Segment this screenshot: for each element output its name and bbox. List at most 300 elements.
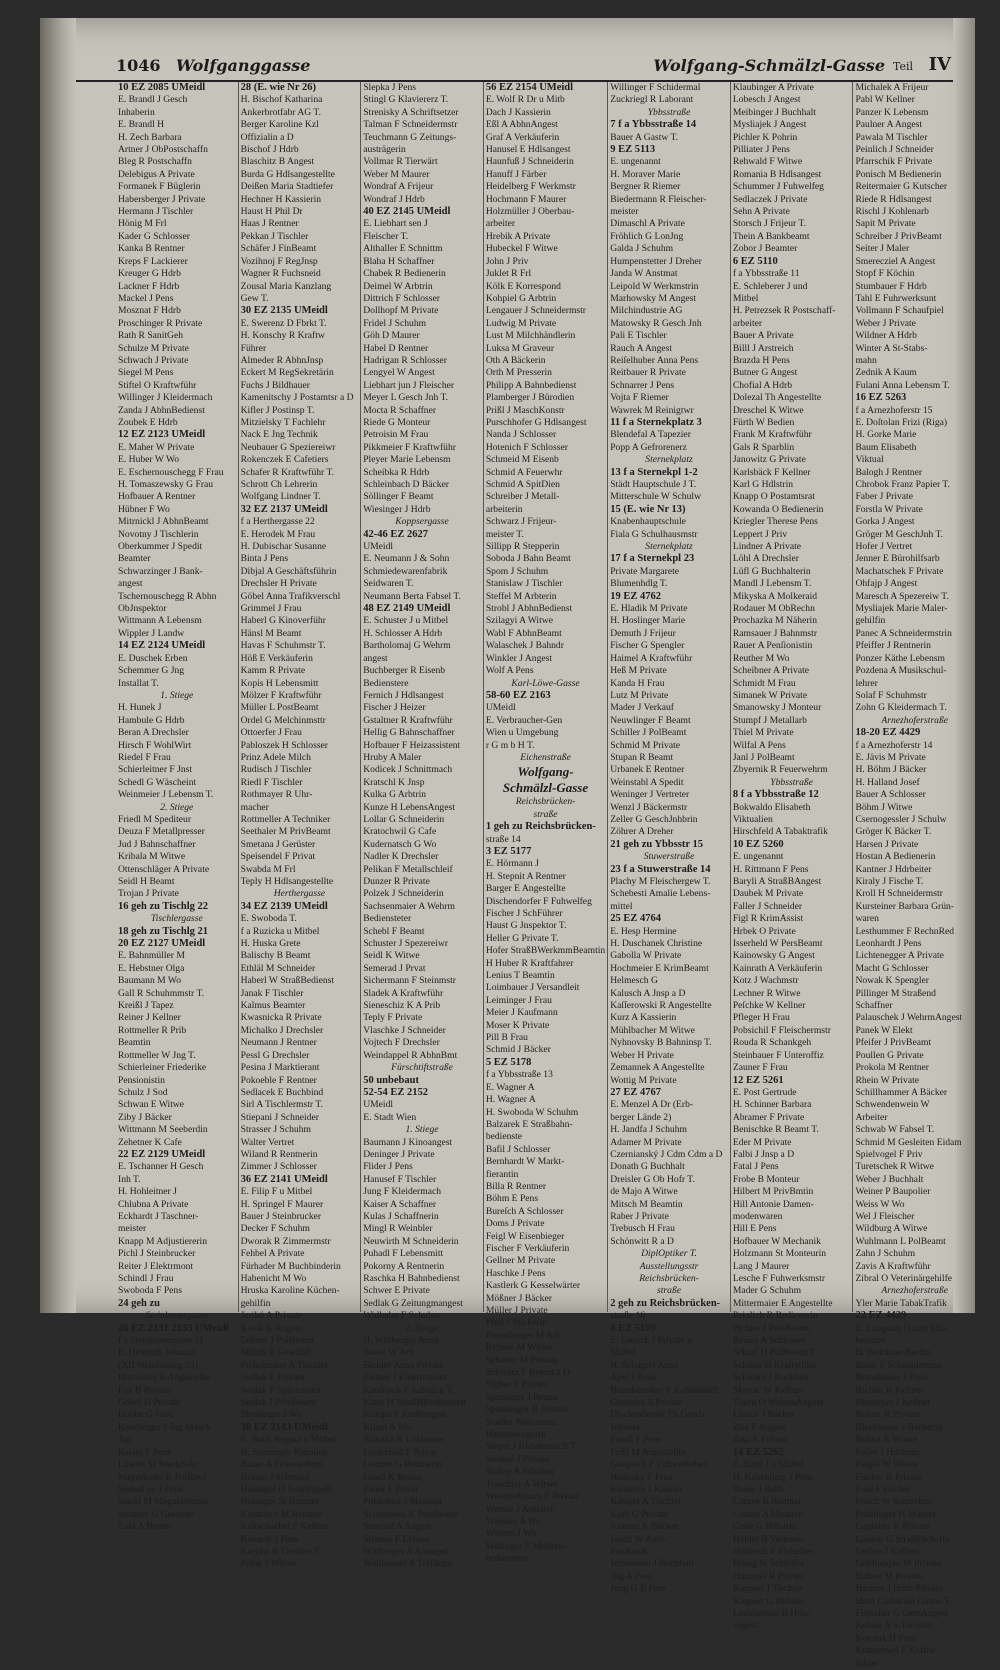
resident-entry: Ludwig M Private <box>485 317 557 329</box>
resident-entry: Karlsbäck F Kellner <box>732 466 811 478</box>
resident-entry: E. Maher W Private <box>118 441 195 453</box>
resident-entry: Lang J Maurer <box>732 1260 790 1272</box>
house-number-entry: 22 EZ 2129 UMeidl <box>118 1148 206 1160</box>
resident-entry: Pill B Frau <box>485 1032 528 1044</box>
house-number-entry: 36 EZ 2141 UMeidl <box>240 1173 328 1185</box>
resident-entry: Dolezal Th Angestellte <box>732 392 822 404</box>
resident-entry: Loimbauer J Versandleit <box>485 982 580 994</box>
resident-entry: Kasiger A Tischler <box>610 1496 682 1508</box>
resident-entry: Prißl J MaschKonstr <box>485 404 565 416</box>
resident-entry: Billa R Rentner <box>485 1180 547 1192</box>
resident-entry: Pillinger M Straßend <box>855 987 936 999</box>
resident-entry: Grimmel J Frau <box>240 603 302 615</box>
resident-entry: Hill Antonie Damen- <box>732 1198 814 1210</box>
resident-entry: Willinger F Mollerei- <box>485 1540 569 1552</box>
resident-entry: Lenius T Beamtin <box>485 970 555 982</box>
resident-entry: Machatschek F Private <box>855 565 944 577</box>
resident-entry: Schierleiner Friederike <box>118 1062 207 1074</box>
resident-entry: Lengauer J Schneidermstr <box>485 305 586 317</box>
resident-entry: Turetschek R Witwe <box>855 1161 934 1173</box>
resident-entry: Schiner H Kraftwführ <box>732 1359 818 1371</box>
resident-entry: Maresch A Spezereiw T. <box>855 590 949 602</box>
resident-entry: UMeidl <box>363 541 394 553</box>
resident-entry: Helmesch G <box>610 975 658 987</box>
street-marker: 2. Stiege <box>405 1322 439 1334</box>
resident-entry: H. Petrezsek R Postschaff- <box>732 305 836 317</box>
resident-entry: Szilagyi A Witwe <box>485 615 553 627</box>
resident-entry: Sehn A Private <box>732 206 790 218</box>
street-marker: Fürschtiftstraße <box>391 1062 453 1074</box>
resident-entry: Kratschl K Jnsp <box>363 776 425 788</box>
resident-entry: Prokola M Rentner <box>855 1062 929 1074</box>
resident-entry: Hruska Karoline Küchen- <box>240 1285 340 1297</box>
resident-entry: meister T. <box>485 528 524 540</box>
resident-entry: Frobe B Monteur <box>732 1173 800 1185</box>
resident-entry: Kramer K Bäcker <box>610 1521 679 1533</box>
resident-entry: Lechner R Witwe <box>732 987 801 999</box>
resident-entry: Kohpiel G Arbtrin <box>485 292 557 304</box>
resident-entry: Pobsichil F Fleischermstr <box>732 1024 831 1036</box>
resident-entry: Reuther M Wo <box>732 652 790 664</box>
resident-entry: Orth M Presserin <box>485 367 552 379</box>
resident-entry: Huinagel St Rentner <box>240 1496 319 1508</box>
resident-entry: Tschernouschegg R Abhn <box>118 590 217 602</box>
resident-entry: Schmeid M Eisenb <box>485 454 559 466</box>
resident-entry: Hermann J Tischler <box>118 206 194 218</box>
resident-entry: Csernogessler J Schulw <box>855 813 947 825</box>
resident-entry: H. Gorke Marie <box>855 429 917 441</box>
resident-entry: Philipp A Bahnbedienst <box>485 379 577 391</box>
resident-entry: Isserheld W PersBeamt <box>732 938 823 950</box>
resident-entry: Wondraf J Hdrb <box>363 193 425 205</box>
resident-entry: Schmid M Private <box>610 739 681 751</box>
street-marker: Stuwerstraße <box>643 851 695 863</box>
resident-entry: Weninger J Vertreter <box>610 789 690 801</box>
resident-entry: Peſchke W Kellner <box>732 1000 806 1012</box>
resident-entry: Almeder R AbhnJnsp <box>240 354 324 366</box>
resident-entry: Ponzer Käthe Lebensm <box>855 652 945 664</box>
resident-entry: Führer <box>240 342 267 354</box>
resident-entry: Sigher E Private <box>485 1379 549 1391</box>
resident-entry: Mitterschule W Schulw <box>610 491 701 503</box>
resident-entry: Seiter J Maler <box>855 243 910 255</box>
resident-entry: Donath G Buchhalt <box>610 1161 685 1173</box>
resident-entry: Steinbauer F Unteroffiz <box>732 1049 824 1061</box>
resident-entry: Böhm E Pens <box>485 1193 539 1205</box>
resident-entry: Riede G Monteur <box>363 416 431 428</box>
resident-entry: Michalko J Drechsler <box>240 1024 324 1036</box>
house-number-entry: 9 EZ 5113 <box>610 144 656 156</box>
resident-entry: Wien u Umgebung <box>485 727 559 739</box>
resident-entry: besitzer <box>855 1335 886 1347</box>
resident-entry: Private Margarete <box>610 565 680 577</box>
resident-entry: Leiderhild F Privat <box>363 1446 437 1458</box>
resident-entry: Pichler J PrivBeamt <box>732 1322 810 1334</box>
resident-entry: Feigl W Eisenbieger <box>485 1230 565 1242</box>
resident-entry: Wolf A Pens <box>485 665 534 677</box>
resident-entry: Deninger J Private <box>363 1148 435 1160</box>
resident-entry: Janda W Anstmat <box>610 268 678 280</box>
resident-entry: Fischer R Private <box>855 1471 923 1483</box>
resident-entry: Reiner J Kellner <box>118 1012 181 1024</box>
resident-entry: Wippler J Landw <box>118 627 185 639</box>
resident-entry: E. Tschanner H Gesch <box>118 1161 204 1173</box>
part-number: IV <box>928 54 951 75</box>
resident-entry: Ohfajp J Angest <box>855 578 918 590</box>
resident-entry: Delebigus A Private <box>118 168 195 180</box>
resident-entry: Rokenczek E Cafetiers <box>240 454 329 466</box>
resident-entry: Wondraf A Frijeur <box>363 181 434 193</box>
resident-entry: Kolb G Private <box>610 1508 669 1520</box>
resident-entry: Vollmar R Tierwärt <box>363 156 438 168</box>
resident-entry: Galle G Hdlstrin <box>732 1521 797 1533</box>
resident-entry: Stiepani J Schneider <box>240 1111 319 1123</box>
directory-page <box>40 18 975 1669</box>
resident-entry: Ottenschläger A Private <box>118 863 210 875</box>
resident-entry: Oth A Bäckerin <box>485 354 546 366</box>
resident-entry: Bartholomaj G Wehrm <box>363 640 451 652</box>
resident-entry: Kaiser A Schaffner <box>363 1198 437 1210</box>
resident-entry: Stroner J Private <box>485 1453 550 1465</box>
resident-entry: Schwarzinger J Bank- <box>118 565 203 577</box>
resident-entry: Lengyel W Angest <box>363 367 435 379</box>
resident-entry: Mayerhofer R PolRevJ <box>118 1471 207 1483</box>
resident-entry: Lollar G Schneiderin <box>363 813 445 825</box>
resident-entry: Kainberger J Jng Masch <box>118 1421 211 1433</box>
resident-entry: Stumbauer F Hdrb <box>855 280 927 292</box>
resident-entry: Brandstaedter F Kohlehändl <box>610 1384 719 1396</box>
resident-entry: Mingl R Weinbler <box>363 1223 433 1235</box>
street-marker: Eichenstraße <box>520 751 571 763</box>
street-title-left: Wolfganggasse <box>176 56 311 75</box>
resident-entry: Panzer K Lebensm <box>855 106 929 118</box>
resident-entry: Kursteiner Barbara Grün- <box>855 900 954 912</box>
resident-entry: Eder M Private <box>732 1136 792 1148</box>
street-marker: DiplOptiker T. <box>641 1248 697 1260</box>
resident-entry: Bichler R Kellner <box>855 1384 924 1396</box>
resident-entry: H. Sterzinger Karoline <box>240 1446 328 1458</box>
house-number-entry: 25 EZ 4764 <box>610 913 661 925</box>
resident-entry: E. Neumann J & Sohn <box>363 553 450 565</box>
resident-entry: lehrer <box>855 677 878 689</box>
resident-entry: Fischer F Verkäuferin <box>485 1242 570 1254</box>
resident-entry: Drechsler H Private <box>240 578 317 590</box>
house-number-entry: 27 EZ 4767 <box>610 1086 661 1098</box>
house-number-entry: 23 f a Stuwerstraße 14 <box>610 863 711 875</box>
house-number-entry: 5 EZ 5178 <box>485 1056 532 1068</box>
resident-entry: Spielvogel F Priv <box>855 1148 923 1160</box>
resident-entry: Gals R Sparblin <box>732 441 795 453</box>
resident-entry: Buchberger R Eisenb <box>363 665 446 677</box>
resident-entry: Pichelmaier A Tischler <box>240 1359 329 1371</box>
resident-entry: Dittrich F Schlosser <box>363 292 440 304</box>
resident-entry: Macht G Schlosser <box>855 962 929 974</box>
resident-entry: Knapp O Postamtsrat <box>732 491 815 503</box>
resident-entry: straße 14 <box>485 833 521 845</box>
resident-entry: Kratochwil F Kraftw <box>855 1645 936 1657</box>
resident-entry: Kaupert J Tischler <box>732 1583 804 1595</box>
resident-entry: Kifler J Postinsp T. <box>240 404 315 416</box>
resident-entry: Hochmeier E KrimBeamt <box>610 962 709 974</box>
resident-entry: Preissberger M Arb <box>485 1329 561 1341</box>
resident-entry: Hellig G Bahnschaffner <box>363 727 455 739</box>
house-number-entry: 10 EZ 2085 UMeidl <box>118 82 206 93</box>
house-number-entry: 20 EZ 2127 UMeidl <box>118 938 206 950</box>
resident-entry: Lüfl G Buchhalterin <box>732 565 811 577</box>
resident-entry: Dunzer R Private <box>363 876 430 887</box>
resident-entry: Eckert M RegSekretärin <box>240 367 334 379</box>
resident-entry: Billl J Arstreich <box>732 342 794 354</box>
resident-entry: Oberkummer J Spedit <box>118 541 203 553</box>
resident-entry: Fiala G Schulhausmstr <box>610 528 698 540</box>
resident-entry: Nadler K Drechsler <box>363 851 439 863</box>
resident-entry: Gellner M Private <box>485 1255 556 1267</box>
resident-entry: Meier J Kaufmann <box>485 1007 558 1019</box>
resident-entry: Kalmus Beamter <box>240 1000 306 1012</box>
resident-entry: Polzek J Schneiderin <box>363 888 444 900</box>
resident-entry: H Huber R Kraftfahrer <box>485 957 574 969</box>
resident-entry: Strenisky A Schriftsetzer <box>363 106 459 118</box>
resident-entry: Goldhepper M Private <box>855 1558 942 1570</box>
resident-entry: Willinger J Kleidermach <box>118 392 213 404</box>
resident-entry: Puhadl F Lebensmitt <box>363 1248 444 1260</box>
resident-entry: Stanislaw J Tischler <box>485 578 563 590</box>
resident-entry: Kodicek J Schnittmach <box>363 764 453 776</box>
street-marker: Tischlergasse <box>150 913 203 925</box>
resident-entry: Kaiser F Pens <box>118 1446 172 1458</box>
resident-entry: Baumann J Kinoangest <box>363 1136 453 1148</box>
resident-entry: Pfeifer J PrivBeamt <box>855 1037 932 1049</box>
resident-entry: Zahn J Schuhm <box>855 1248 916 1260</box>
resident-entry: Sedlaczek J Private <box>732 193 808 205</box>
resident-entry: Kanda H Frau <box>610 677 665 689</box>
resident-entry: Reitermaier G Kutscher <box>855 181 948 193</box>
resident-entry: Höß E Verkäuferin <box>240 652 313 664</box>
resident-entry: Kindrisch M Rentner <box>240 1508 323 1520</box>
resident-entry: Milchindustrie AG <box>610 305 683 317</box>
resident-entry: Wittmann A Lebensm <box>118 615 202 627</box>
resident-entry: Rodauer M ObRechn <box>732 603 815 615</box>
resident-entry: Hotenich F Schlosser <box>485 441 568 453</box>
resident-entry: H. Jandfa J Schuhm <box>610 1124 687 1136</box>
house-number-entry: 16 geh zu Tischlg 22 <box>118 900 209 912</box>
resident-entry: Kainrath A Verkäuferin <box>732 962 823 974</box>
resident-entry: Pozdena A Musikschul- <box>855 665 947 677</box>
resident-entry: Lesche F Fuhwerksmstr <box>732 1273 826 1284</box>
resident-entry: Kohler A Schweizer <box>855 1620 933 1632</box>
resident-entry: Dischendorfer Th Gesch <box>610 1409 705 1421</box>
resident-entry: Lichtenegger A Private <box>855 950 944 962</box>
resident-entry: Stiftel O Kraftwführ <box>118 379 197 391</box>
resident-entry: Hrbek O Private <box>732 925 796 937</box>
resident-entry: H. Wagner A <box>485 1094 536 1106</box>
resident-entry: Brauer R Private <box>855 1409 920 1421</box>
resident-entry: Bauer A Feuerwehrm <box>240 1459 323 1471</box>
resident-entry: Hruby A Maler <box>363 751 422 763</box>
resident-entry: Neuwirth M Schneiderin <box>363 1235 459 1247</box>
resident-entry: Leipold W Werkmstrin <box>610 280 699 292</box>
resident-entry: Rhein W Private <box>855 1074 920 1086</box>
resident-entry: Weiss W Wo <box>855 1198 905 1210</box>
resident-entry: Smetana J Gerüster <box>240 838 316 850</box>
resident-entry: Rischl J Kohlenarb <box>855 206 929 218</box>
resident-entry: Mysliajek J Angest <box>732 119 807 131</box>
resident-entry: Gaglatter R Private <box>855 1521 930 1533</box>
resident-entry: Artner J ObPostschaffn <box>118 144 208 156</box>
resident-entry: Hofer J Vertret <box>855 541 913 553</box>
resident-entry: Neuwlinger F Beamt <box>610 714 691 726</box>
resident-entry: Klam H StraßBBedienstetr <box>363 1397 467 1409</box>
street-title-right: Wolfgang-Schmälzl-Gasse <box>653 56 885 75</box>
resident-entry: Bergner R Riemer <box>610 181 681 193</box>
resident-entry: Schäfer J FinBeamt <box>240 243 317 255</box>
street-marker: Reichsbrücken- <box>515 796 576 808</box>
resident-entry: Raschka H Bahnbedienst <box>363 1273 460 1284</box>
resident-entry: Kanderle J Kassier <box>610 1483 683 1495</box>
resident-entry: E. Jävis M Private <box>855 751 926 763</box>
resident-entry: f a Arnezhoferstr 15 <box>855 404 933 416</box>
resident-entry: H. Halland Josef <box>855 776 920 788</box>
resident-entry: Burda G Hdlsangestellte <box>240 168 335 180</box>
resident-entry: Chabek R Bedienerin <box>363 268 446 280</box>
resident-entry: Schreiber J PrivBeamt <box>855 230 942 242</box>
resident-entry: Sillipp R Stepperin <box>485 541 560 553</box>
resident-entry: Hodosky F Frau <box>610 1471 673 1483</box>
resident-entry: angest <box>118 578 143 590</box>
resident-entry: Wittberger A Amtsgeh <box>363 1545 449 1557</box>
resident-entry: Rauch A Angest <box>610 342 673 354</box>
resident-entry: Blechbauer J Bäckerin <box>855 1421 943 1433</box>
resident-entry: Dollhopf M Private <box>363 305 439 317</box>
resident-entry: Simanek W Private <box>732 689 808 701</box>
resident-entry: Zanda J AbhnBedienst <box>118 404 205 416</box>
resident-entry: Dworak R Zimmermstr <box>240 1235 331 1247</box>
house-number-entry: 8 f a Ybbsstraße 12 <box>732 789 819 801</box>
resident-entry: Löhl A Drechsler <box>732 553 799 565</box>
resident-entry: H. Schlosser A Hdrb <box>363 627 443 639</box>
resident-entry: Mitbel <box>732 292 759 304</box>
resident-entry: Semerad J Prvat <box>363 962 426 974</box>
resident-entry: Schaffner <box>855 1000 893 1012</box>
resident-entry: Schober M Private <box>485 1354 558 1366</box>
resident-entry: Teply F Private <box>363 1012 423 1024</box>
resident-entry: Tahl E Fuhrwerksunt <box>855 292 937 304</box>
resident-entry: Jilg A Pens <box>610 1570 653 1582</box>
resident-entry: f a Steinbauergasse 21 <box>118 1335 204 1347</box>
resident-entry: Weiner P Baupolier <box>855 1186 931 1198</box>
resident-entry: Adamer M Private <box>610 1136 682 1148</box>
resident-entry: Eßl A AbhnAngest <box>485 119 558 131</box>
resident-entry: Zira F Angest <box>732 1421 786 1433</box>
resident-entry: E. Brandl J Gesch <box>118 94 188 106</box>
resident-entry: Pabl W Kellner <box>855 94 915 106</box>
resident-entry: E. Doſtolan Frizi (Riga) <box>855 416 948 428</box>
resident-entry: H. Springel F Maurer <box>240 1198 324 1210</box>
resident-entry: Haimel A Kraftwführ <box>610 652 693 664</box>
resident-entry: Lust M Milchhändlerin <box>485 330 576 342</box>
resident-entry: Humpenstetter J Dreher <box>610 255 702 267</box>
resident-entry: Faber J Private <box>855 491 913 503</box>
resident-entry: Vlaschke J Schneider <box>363 1024 446 1036</box>
resident-entry: Steffel M Arbterin <box>485 590 557 602</box>
resident-entry: John J Priv <box>485 255 529 267</box>
column-5 <box>608 82 731 1595</box>
column-3 <box>361 82 484 1570</box>
resident-entry: Gstaltner R Kraftwführ <box>363 714 453 726</box>
house-number-entry: 6 EZ 5110 <box>732 255 778 267</box>
resident-entry: Krejiha R Tischler T. <box>240 1545 322 1557</box>
house-number-entry: 32 EZ 2137 UMeidl <box>240 503 328 515</box>
house-number-entry: 14 EZ 5262 <box>732 1446 784 1458</box>
house-number-entry: 38 EZ 2143 UMeidl <box>240 1421 328 1433</box>
resident-entry: Schiller J PolBeamt <box>610 727 687 739</box>
resident-entry: Ottoerfer J Frau <box>240 727 302 739</box>
resident-entry: Habersberger J Private <box>118 193 206 205</box>
resident-entry: Spom J Schuhm <box>485 565 549 577</box>
house-number-entry: 30 EZ 2135 UMeidl <box>240 305 328 317</box>
resident-entry: Haschke J Pens <box>485 1267 546 1279</box>
house-number-entry: 7 f a Ybbsstraße 14 <box>610 119 697 131</box>
resident-entry: Czernianský J Cdm Cdm a D <box>610 1148 723 1160</box>
resident-entry: Wuhlmann L PolBeamt <box>855 1235 946 1247</box>
resident-entry: E. Eschernouschegg F Frau <box>118 466 224 478</box>
resident-entry: Bauer J Steinbrucker <box>240 1210 322 1222</box>
house-number-entry: 12 EZ 2123 UMeidl <box>118 429 206 441</box>
resident-entry: Gaupisch F Fuhwerksbes <box>610 1459 708 1471</box>
resident-entry: Hechner H Kassierin <box>240 193 322 205</box>
resident-entry: Balischy B Beamt <box>240 950 311 962</box>
resident-entry: Hobbe G Frau <box>118 1409 173 1421</box>
resident-entry: Kaltschachel F Kellner <box>240 1521 330 1533</box>
resident-entry: Haunfuß J Schneiderin <box>485 156 574 168</box>
resident-entry: Nack E Jng Technik <box>240 429 318 441</box>
resident-entry: Dimaschl A Private <box>610 218 685 230</box>
resident-entry: Kovarik H Frau <box>855 1632 917 1644</box>
resident-entry: Haust G Jnspektor T. <box>485 920 567 932</box>
house-number-entry: 16 EZ 5263 <box>855 392 907 404</box>
resident-entry: E. ungenannt <box>732 851 784 863</box>
resident-entry: Winkler J Angest <box>485 652 553 664</box>
resident-entry: H. Stepnit A Rentner <box>485 870 566 882</box>
resident-entry: Hanusel E Hdlsangest <box>485 144 571 156</box>
house-number-entry: 34 EZ 2139 UMeidl <box>240 900 328 912</box>
resident-entry: Kotz J Wachmstr <box>732 975 799 987</box>
resident-entry: Bedienstere <box>363 677 409 689</box>
resident-entry: Purschhofer G Hdlsangest <box>485 416 587 428</box>
resident-entry: Teply H Hdlsangestellte <box>240 876 334 887</box>
resident-entry: Leonhardt J Pens <box>855 938 922 950</box>
resident-entry: Chrobok Franz Papier T. <box>855 479 950 490</box>
resident-entry: Göbel Anna Trafikverschl <box>240 590 341 602</box>
resident-entry: Stadler Philomena <box>485 1416 557 1428</box>
resident-entry: Richter M Witwe <box>485 1342 553 1354</box>
resident-entry: E. Brandl H <box>118 119 165 131</box>
resident-entry: Schillhammer A Bäcker <box>855 1086 948 1098</box>
resident-entry: Fischer G Spengler <box>610 640 685 652</box>
resident-entry: Reitbauer R Private <box>610 367 686 379</box>
street-marker: Herthergasse <box>273 888 326 900</box>
resident-entry: Swabda M Frl <box>240 863 296 875</box>
part-label: Teil <box>892 60 913 73</box>
resident-entry: Schleinbach D Bäcker <box>363 479 449 490</box>
resident-entry: Chlubna A Private <box>118 1198 189 1210</box>
column-6 <box>731 82 854 1632</box>
house-number-entry: 58-60 EZ 2163 <box>485 689 551 701</box>
resident-entry: Hönig St Schloſſer <box>732 1558 805 1570</box>
resident-entry: Stofmer G Gesindet <box>118 1508 195 1520</box>
resident-entry: Chofial A Hdrb <box>732 379 792 391</box>
resident-entry: Haas J Rentner <box>240 218 299 230</box>
